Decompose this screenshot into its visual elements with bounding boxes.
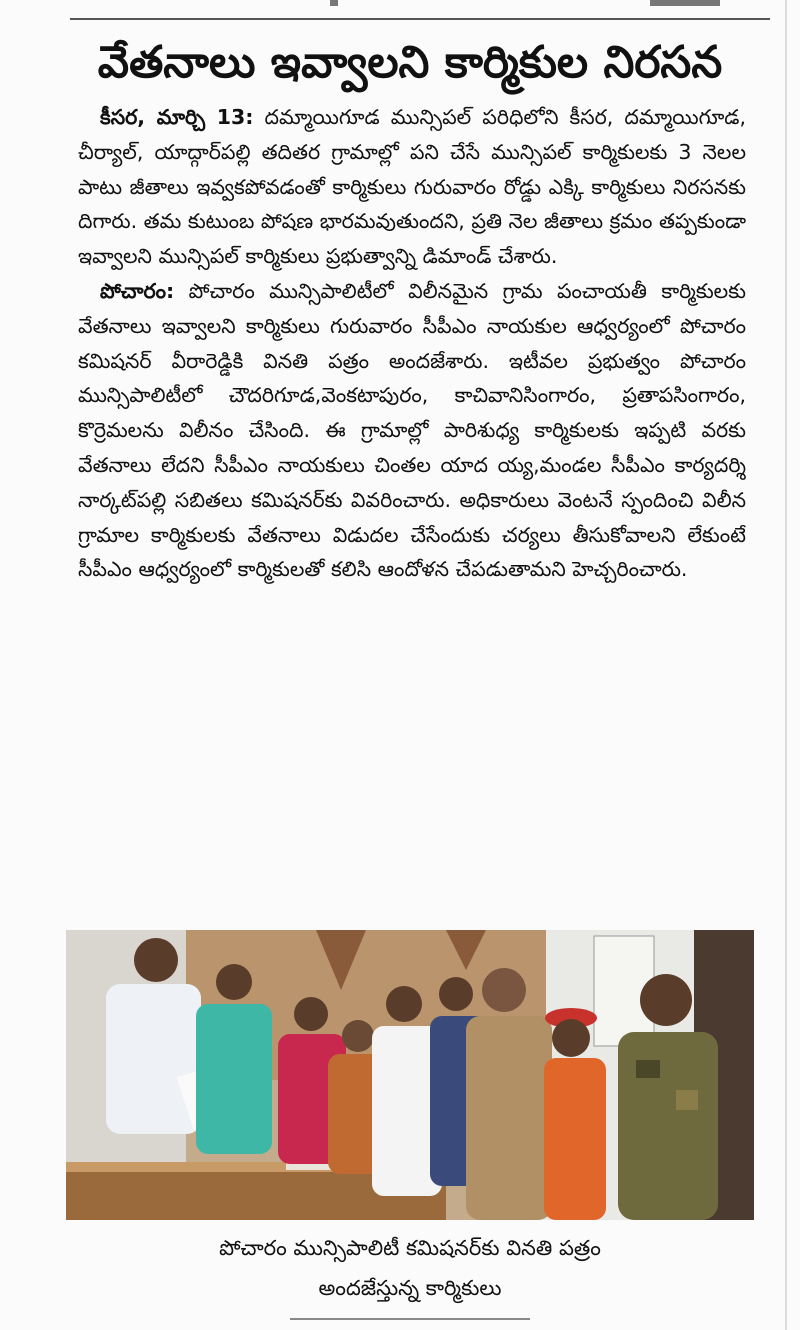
caption-line: అందజేస్తున్న కార్మికులు <box>318 1276 502 1300</box>
headline: వేతనాలు ఇవ్వాలని కార్మికుల నిరసన <box>97 37 723 88</box>
photo-illustration <box>66 930 754 1220</box>
bottom-rule <box>290 1318 530 1320</box>
paragraph-pocharam <box>78 274 746 587</box>
right-rule <box>785 0 787 1330</box>
paragraph-keesara <box>78 100 746 274</box>
top-rule <box>70 18 770 20</box>
dateline: కీసర, మార్చి 13: <box>100 105 254 129</box>
article-body <box>78 100 746 587</box>
top-edge-fragment <box>330 0 338 6</box>
photo-caption <box>66 1228 754 1308</box>
paragraph-text: దమ్మాయిగూడ మున్సిపల్ పరిధిలోని కీసర, దమ్మాయిగూడ, చీర్యాల్, యాద్గార్‌పల్లి తదితర గ్రామాల్లో పని చేసే మున్సిపల్ కార్మికులకు 3 నెలల పాటు జీతాలు ఇవ్వకపోవడంతో కార్మికులు గురువారం రోడ్డు ఎక్కి కార్మికులు నిరసనకు దిగారు. తమ కుటుంబ పోషణ భారమవుతుందని, ప్రతి నెల జీతాలు క్రమం తప్పకుండా ఇవ్వాలని మున్సిపల్ కార్మికులు ప్రభుత్వాన్ని డిమాండ్ చేశారు. <box>78 105 746 269</box>
caption-line: పోచారం మున్సిపాలిటీ కమిషనర్‌కు వినతి పత్రం <box>219 1236 601 1260</box>
paragraph-text: పోచారం మున్సిపాలిటీలో విలీనమైన గ్రామ పంచాయతీ కార్మికులకు వేతనాలు ఇవ్వాలని కార్మికులు గురువారం సీపీఎం నాయకుల ఆధ్వర్యంలో పోచారం కమిషనర్ వీరారెడ్డికి వినతి పత్రం అందజేశారు. ఇటీవల ప్రభుత్వం పోచారం మున్సిపాలిటీలో చౌదరిగూడ,వెంకటాపురం, కాచివానిసింగారం, ప్రతాపసింగారం, కొర్రెమలను విలీనం చేసింది. ఈ గ్రామాల్లో పారిశుధ్య కార్మికులకు ఇప్పటి వరకు వేతనాలు లేదని సీపీఎం నాయకులు చింతల యాద య్య,మండల సీపీఎం కార్యదర్శి నార్కట్‌పల్లి సబితలు కమిషనర్‌కు వివరించారు. అధికారులు వెంటనే స్పందించి విలీన గ్రామాల కార్మికులకు వేతనాలు విడుదల చేసేందుకు చర్యలు తీసుకోవాలని లేకుంటే సీపీఎం ఆధ్వర్యంలో కార్మికులతో కలిసి ఆందోళన చేపడుతామని హెచ్చరించారు. <box>78 278 746 582</box>
news-photo <box>66 930 754 1220</box>
top-edge-fragment <box>650 0 720 6</box>
dateline: పోచారం: <box>100 278 175 303</box>
